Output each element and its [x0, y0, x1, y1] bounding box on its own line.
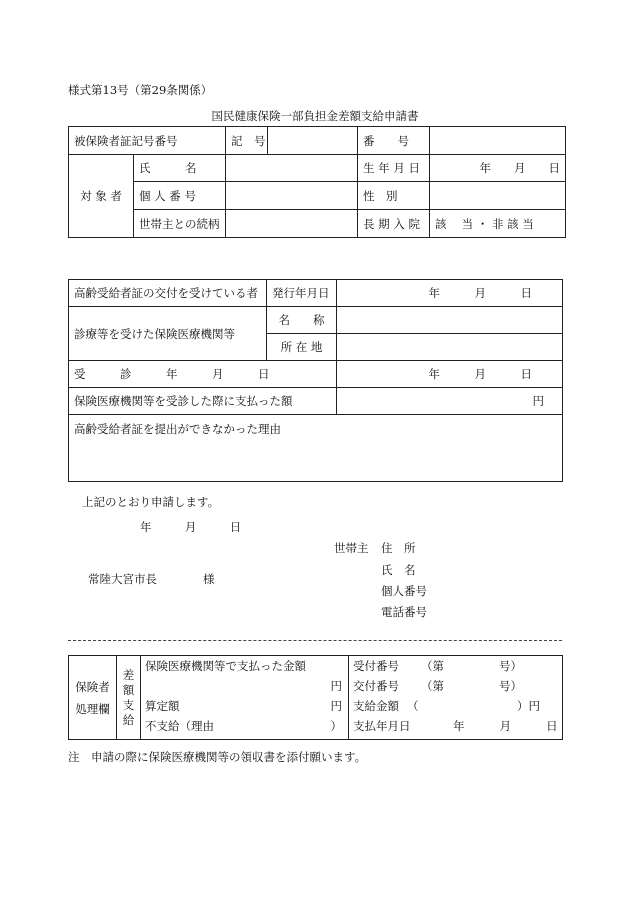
office-use-table — [68, 655, 563, 740]
receipt-number-row[interactable]: 受付番号 （第 号） — [353, 659, 522, 673]
issue-number-row[interactable]: 交付番号 （第 号） — [353, 679, 522, 693]
sex-field[interactable] — [430, 182, 566, 210]
visit-date-field[interactable]: 年 月 日 — [337, 361, 563, 388]
inst-name-field[interactable] — [337, 307, 563, 334]
footnote: 注 申請の際に保険医療機関等の領収書を添付願います。 — [68, 750, 367, 764]
long-stay-field[interactable]: 該 当 ・ 非 該 当 — [430, 210, 566, 238]
non-payment-row[interactable]: 不支給（理由 ） — [145, 719, 342, 733]
visit-date-label: 受 診 年 月 日 — [69, 361, 337, 388]
calc-amount-row[interactable]: 算定額 円 — [145, 699, 342, 713]
sex-label: 性 別 — [358, 182, 430, 210]
form-number: 様式第13号（第29条関係） — [68, 83, 213, 97]
personal-number-label: 個 人 番 号 — [134, 182, 226, 210]
receipt-cell — [349, 656, 563, 740]
paid-amount-label: 保険医療機関等を受診した際に支払った額 — [69, 388, 337, 415]
honorific: 様 — [203, 572, 215, 586]
kigo-field[interactable] — [268, 127, 358, 155]
bango-label: 番 号 — [358, 127, 430, 155]
relation-field[interactable] — [226, 210, 358, 238]
name-label: 氏 名 — [381, 563, 416, 577]
elder-cert-label: 高齢受給者証の交付を受けている者 — [69, 280, 267, 307]
issue-date-label: 発行年月日 — [267, 280, 337, 307]
pay-amount-row[interactable]: 支給金額 （ ）円 — [353, 699, 540, 713]
phone-label: 電話番号 — [381, 605, 427, 619]
personal-number-field[interactable] — [226, 182, 358, 210]
birth-label: 生 年 月 日 — [358, 155, 430, 182]
name-field[interactable] — [226, 155, 358, 182]
paid-amount-field[interactable]: 円 — [337, 388, 563, 415]
birth-field[interactable]: 年 月 日 — [430, 155, 566, 182]
cut-line — [68, 640, 562, 641]
inst-addr-field[interactable] — [337, 334, 563, 361]
applicant-table — [68, 126, 566, 238]
paid-at-institution-yen[interactable]: 円 — [330, 679, 342, 693]
subject-label: 対 象 者 — [69, 155, 134, 238]
addressee: 常陸大宮市長 — [88, 572, 157, 586]
bango-field[interactable] — [430, 127, 566, 155]
insured-cert-label: 被保険者証記号番号 — [69, 127, 226, 155]
paid-at-institution-label: 保険医療機関等で支払った金額 — [145, 659, 306, 673]
form-title: 国民健康保険一部負担金差額支給申請書 — [211, 109, 419, 123]
institution-label: 診療等を受けた保険医療機関等 — [69, 307, 267, 361]
difference-payment-label: 差 額 支 給 — [117, 656, 141, 740]
application-date[interactable]: 年 月 日 — [140, 520, 245, 534]
relation-label: 世帯主との続柄 — [134, 210, 226, 238]
pay-date-row[interactable]: 支払年月日 年 月 日 — [353, 719, 562, 733]
treatment-table — [68, 279, 563, 482]
inst-name-label: 名 称 — [267, 307, 337, 334]
address-label: 住 所 — [381, 541, 416, 555]
issue-date-field[interactable]: 年 月 日 — [337, 280, 563, 307]
inst-addr-label: 所 在 地 — [267, 334, 337, 361]
name-label: 氏 名 — [134, 155, 226, 182]
reason-field[interactable]: 高齢受給者証を提出ができなかった理由 — [69, 415, 563, 482]
long-stay-label: 長 期 入 院 — [358, 210, 430, 238]
amount-cell — [141, 656, 349, 740]
insurer-processing-label: 保険者 処理欄 — [69, 656, 117, 740]
personal-number-label: 個人番号 — [381, 584, 427, 598]
kigo-label: 記 号 — [226, 127, 268, 155]
application-statement: 上記のとおり申請します。 — [82, 495, 220, 509]
household-head-label: 世帯主 — [334, 541, 369, 555]
